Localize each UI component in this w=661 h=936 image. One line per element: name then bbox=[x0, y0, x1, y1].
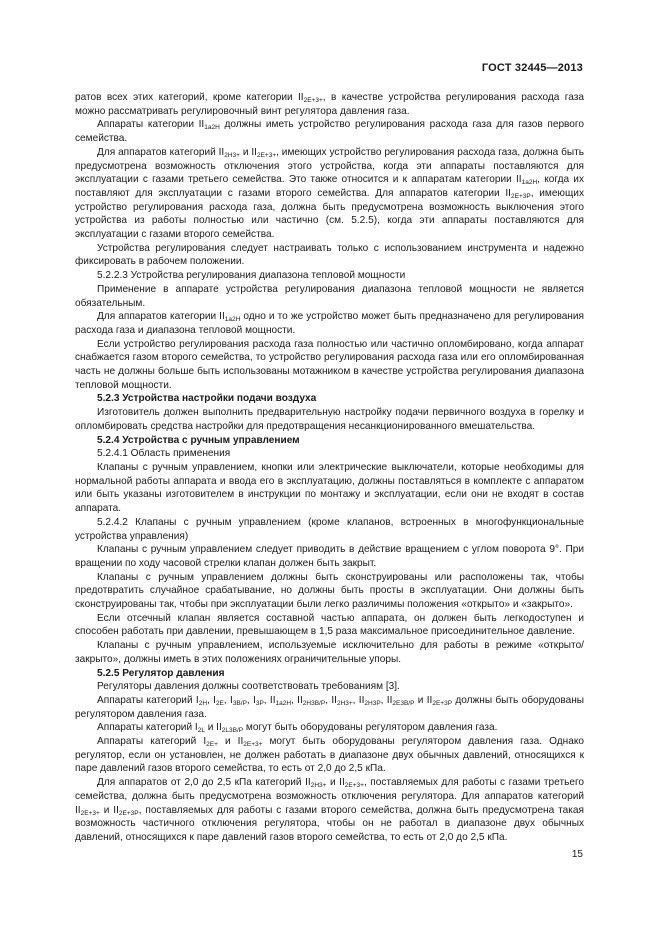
paragraph: Аппараты категорий $I_{2H}$, $I_{2E}$, $I_{3B/P}$, $I_{3P}$, $II_{1a2H}$, $II_{2H3B/P}$, $II_{2H3+}$, $II_{2H3P}$, $II_{2E3B/P}$ и $II_{2E+3P}$ должны быть оборудованы регулятором давления газа. bbox=[75, 694, 585, 720]
paragraph: Устройства регулирования следует настраивать только с использованием инструмента и надежно фиксировать в рабочем положении. bbox=[75, 242, 584, 268]
paragraph: ратов всех этих категорий, кроме категории $II_{2E+3+}$, в качестве устройства регулирования расхода газа можно рассматривать регулировочный винт регулятора давления газа. bbox=[75, 92, 584, 117]
paragraph: Клапаны с ручным управлением, используемые исключительно для работы в режиме «открыто/закрыто», должны иметь в этих положениях ограничительные упоры. bbox=[75, 640, 584, 665]
paragraph: Аппараты категорий $I_{2L}$ и $II_{2L3B/P}$ могут быть оборудованы регулятором давления газа. bbox=[97, 722, 498, 735]
page-number: 15 bbox=[571, 849, 583, 860]
paragraph: Для аппаратов категорий $II_{2H3+}$ и $II_{2E+3+}$, имеющих устройство регулирования расхода газа, должна быть предусмотрена возможность отключения этого устройства, когда эти аппараты поставляются для эксплуатации с газами третьего семейства. Это также относится и к аппаратам категории $II_{1a2H}$, когда их поставляют для эксплуатации с газами второго семейства. Для аппаратов категории $II_{2E+3P}$, имеющих устройство регулирования расхода газа, должна быть предусмотрена возможность выключения этого устройства из работы полностью или частично (см. 5.2.5), когда эти аппараты поставляются для эксплуатации с газами второго семейства. bbox=[75, 146, 585, 241]
paragraph: 5.2.2.3 Устройства регулирования диапазона тепловой мощности bbox=[97, 270, 406, 282]
standard-header: ГОСТ 32445—2013 bbox=[481, 62, 583, 74]
paragraph: Аппараты категорий $I_{2E+}$ и $II_{2E+3+}$ могут быть оборудованы регулятором давления газа. Однако регулятор, если он установлен, не должен работать в диапазоне двух обычных давлений, относящихся к паре давлений газов второго семейства, то есть от 2,0 до 2,5 кПа. bbox=[75, 736, 584, 775]
paragraph: Применение в аппарате устройства регулирования диапазона тепловой мощности не является обязательным. bbox=[75, 283, 584, 309]
paragraph: 5.2.4.2 Клапаны с ручным управлением (кроме клапанов, встроенных в многофункциональные устройства управления) bbox=[75, 516, 584, 542]
paragraph: Регуляторы давления должны соответствовать требованиям [3]. bbox=[97, 681, 400, 693]
paragraph: 5.2.4.1 Область применения bbox=[97, 448, 231, 460]
paragraph: Клапаны с ручным управлением должны быть сконструированы или расположены так, чтобы предотвратить случайное срабатывание, но должны быть просты в эксплуатации. Они должны быть сконструированы так, чтобы при эксплуатации были легко различимы положения «открыто» и «закрыто». bbox=[75, 571, 584, 611]
paragraph: Для аппаратов категории $II_{1a2H}$ одно и то же устройство может быть предназначено для регулирования расхода газа и диапазона тепловой мощности. bbox=[75, 311, 584, 336]
paragraph: Клапаны с ручным управлением, кнопки или электрические выключатели, которые необходимы для нормальной работы аппарата и ввода его в эксплуатацию, должны поставляться в комплекте с аппаратом или быть указаны изготовителем в инструкции по монтажу и эксплуатации, если они не входят в состав аппарата. bbox=[75, 461, 584, 515]
paragraph: Аппараты категории $II_{1a2H}$ должны иметь устройство регулирования расхода газа для газов первого семейства. bbox=[75, 119, 584, 145]
section-heading: 5.2.5 Регулятор давления bbox=[97, 667, 225, 679]
section-heading: 5.2.4 Устройства с ручным управлением bbox=[97, 434, 300, 446]
document-body bbox=[75, 91, 584, 845]
paragraph: Изготовитель должен выполнить предварительную настройку подачи первичного воздуха в горелку и опломбировать средства настройки для предотвращения несанкционированного вмешательства. bbox=[75, 407, 584, 432]
section-heading: 5.2.3 Устройства настройки подачи воздуха bbox=[97, 393, 317, 405]
paragraph: Для аппаратов от 2,0 до 2,5 кПа категорий $II_{2H3+}$ и $II_{2E+3+}$, поставляемых для работы с газами третьего семейства, должна быть предусмотрена возможность отключения регулятора. Для аппаратов категорий $II_{2E+3+}$ и $II_{2E+3P}$, поставляемых для работы с газами второго семейства, должна быть предусмотрена такая возможность частичного отключения регулятора, чтобы он не работал в диапазоне двух обычных давлений, относящихся к паре давлений газов второго семейства, то есть от 2,0 до 2,5 кПа. bbox=[75, 777, 585, 843]
paragraph: Клапаны с ручным управлением следует приводить в действие вращением с углом поворота 9°. При вращении по ходу часовой стрелки клапан должен быть закрыт. bbox=[75, 544, 584, 569]
paragraph: Если отсечный клапан является составной частью аппарата, он должен быть легкодоступен и способен работать при давлении, превышающем в 1,5 раза максимальное присоединительное давление. bbox=[75, 612, 584, 638]
paragraph: Если устройство регулирования расхода газа полностью или частично опломбировано, когда аппарат снабжается газом второго семейства, то устройство регулирования расхода газа или его опломбированная часть не должны больше быть использованы мотажником в качестве устройства регулирования диапазона тепловой мощности. bbox=[75, 338, 584, 391]
